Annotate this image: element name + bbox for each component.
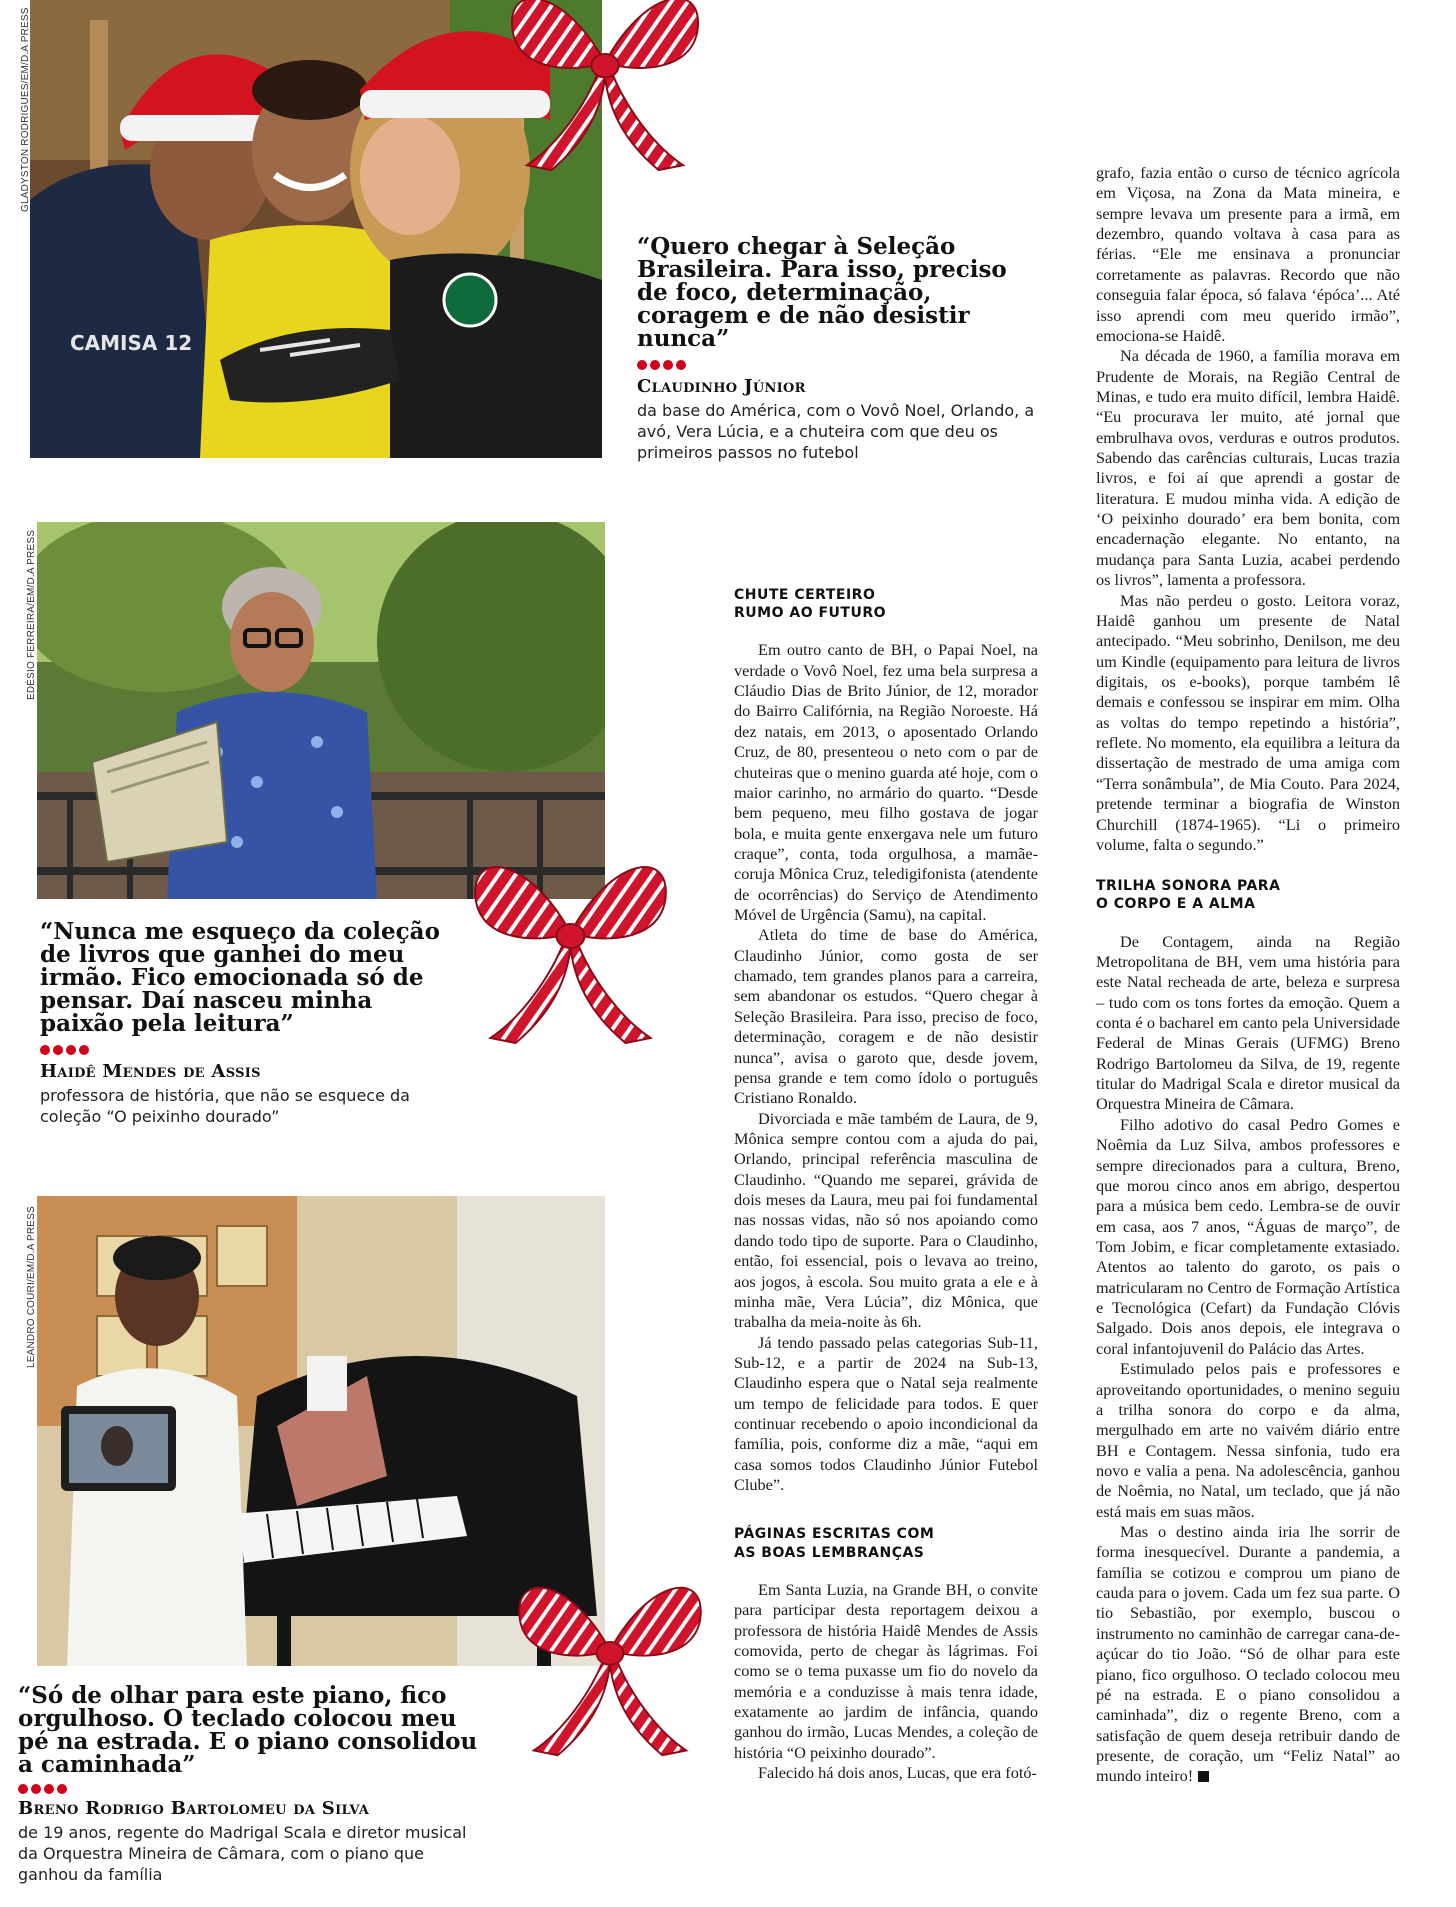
pull-quote: “Quero chegar à Seleção Brasileira. Para isso, preciso de foco, determinação, coragem e de não desistir nunca” bbox=[637, 233, 1007, 352]
photo-credit: LEANDRO COURI/EM/D.A PRESS bbox=[26, 1206, 37, 1368]
christmas-bow-icon bbox=[505, 0, 705, 175]
caption-description: de 19 anos, regente do Madrigal Scala e diretor musical da Orquestra Mineira de Câmara, com o piano que ganhou da família bbox=[18, 1823, 467, 1884]
article-paragraph: Em Santa Luzia, na Grande BH, o convite para participar desta reportagem deixou a professora de história Haidê Mendes de Assis comovida, perto de chegar às lágrimas. Foi como se o tema puxasse um fio do novelo da memória e a conduzisse à mais tenra idade, exatamente ao jardim de infância, quando ganhou do irmão, Lucas Mendes, a coleção de história “O peixinho dourado”. bbox=[734, 1579, 1038, 1762]
section-heading: TRILHA SONORA PARA O CORPO E A ALMA bbox=[1096, 878, 1281, 913]
section-heading: CHUTE CERTEIRO RUMO AO FUTURO bbox=[734, 587, 886, 622]
caption-name: Breno Rodrigo Bartolomeu da Silva bbox=[18, 1798, 370, 1819]
pull-quote: “Nunca me esqueço da coleção de livros que ganhei do meu irmão. Fico emocionada só de pensar. Daí nasceu minha paixão pela leitura” bbox=[40, 918, 440, 1037]
article-paragraph: Mas não perdeu o gosto. Leitora voraz, Haidê ganhou um presente de Natal antecipado. “Meu sobrinho, Denilson, me deu um Kindle (equipamento para leitura de livros digitais, os e-books), porque também lê demais e confessou se inspirar em mim. Olha as voltas do tempo repetindo a história”, reflete. No momento, ela equilibra a leitura da dissertação de mestrado de uma amiga com “Terra sonâmbula”, de Mia Couto. Para 2024, pretende terminar a biografia de Winston Churchill (1874-1965). “Li o primeiro volume, falta o segundo.” bbox=[1096, 590, 1400, 854]
bullet-dots bbox=[40, 1045, 440, 1055]
caption-description: professora de história, que não se esquece da coleção “O peixinho dourado” bbox=[40, 1086, 410, 1126]
article-paragraph: Estimulado pelos pais e professores e aproveitando oportunidades, o menino seguiu a trilha sonora do corpo e da alma, mergulhado em arte no vaivém diário entre BH e Contagem. Nessa sinfonia, tudo era novo e valia a pena. Na adolescência, ganhou de Noêmia, no Natal, um teclado, que já não está mais em suas mãos. bbox=[1096, 1359, 1400, 1521]
article-paragraph: Em outro canto de BH, o Papai Noel, na verdade o Vovô Noel, fez uma bela surpresa a Cláudio Dias de Brito Júnior, de 12, morador do Bairro Califórnia, na Região Noroeste. Há dez natais, em 2013, o aposentado Orlando Cruz, de 80, presenteou o neto com o par de chuteiras que o menino guarda até hoje, com o maior carinho, no armário do quarto. “Desde bem pequeno, meu filho gostava de jogar bola, e muita gente enxergava nele um futuro craque”, conta, toda orgulhosa, a mamãe-coruja Mônica Cruz, teledigifonista (atendente de ocorrências) do Serviço de Atendimento Móvel de Urgência (Samu), na capital. bbox=[734, 640, 1038, 925]
christmas-bow-icon bbox=[463, 838, 678, 1048]
caption-claudinho bbox=[637, 235, 1037, 463]
article-paragraph: Falecido há dois anos, Lucas, que era fotó- bbox=[758, 1763, 1037, 1783]
bullet-dots bbox=[637, 360, 1037, 370]
bullet-dots bbox=[18, 1784, 488, 1794]
jersey-text: CAMISA 12 bbox=[70, 331, 193, 355]
caption-name: Claudinho Júnior bbox=[637, 376, 806, 397]
pull-quote: “Só de olhar para este piano, fico orgulhoso. O teclado colocou meu pé na estrada. E o piano consolidou a caminhada” bbox=[18, 1682, 478, 1778]
article-paragraph: Filho adotivo do casal Pedro Gomes e Noêmia da Luz Silva, ambos professores e sempre direcionados para a cultura, Breno, que morou cinco anos em abrigo, despertou para a música bem cedo. Lembra-se de ouvir em casa, aos 7 anos, “Águas de março”, de Tom Jobim, e ficar completamente extasiado. Atentos ao talento do garoto, os pais o matricularam no Centro de Formação Artística e Tecnológica (Cefart) da Fundação Clóvis Salgado. Dois anos depois, ele integrava o coral infantojuvenil do Palácio das Artes. bbox=[1096, 1114, 1400, 1358]
caption-name: Haidê Mendes de Assis bbox=[40, 1061, 261, 1082]
article-paragraph: De Contagem, ainda na Região Metropolitana de BH, vem uma história para este Natal recheada de arte, beleza e surpresa – tudo com os tons fortes da emoção. Quem a conta é o bacharel em canto pela Universidade Federal de Minas Gerais (UFMG) Breno Rodrigo Bartolomeu da Silva, de 19, regente titular do Madrigal Scala e diretor musical da Orquestra Mineira de Câmara. bbox=[1096, 931, 1400, 1114]
article-paragraph: Atleta do time de base do América, Claudinho Júnior, como gosta de ser chamado, tem grandes planos para a carreira, sem abandonar os estudos. “Quero chegar à Seleção Brasileira. Para isso, preciso de foco, determinação, coragem e de não desistir nunca”, avisa o garoto que, desde jovem, pensa grande e tem como ídolo o português Cristiano Ronaldo. bbox=[734, 925, 1038, 1108]
article-column-1 bbox=[734, 586, 1038, 1783]
end-of-article-icon bbox=[1198, 1771, 1209, 1782]
article-paragraph: Mas o destino ainda iria lhe sorrir de forma inesquecível. Durante a pandemia, a família se cotizou e comprou um piano de cauda para o jovem. Cada um fez sua parte. O tio Sebastião, por exemplo, buscou o instrumento no caminhão de carregar cana-de-açúcar do tio João. “Só de olhar para este piano, fico orgulhoso. O teclado colocou meu pé na estrada. E o piano consolidou a caminhada”, diz o regente Breno, com a satisfação de quem deseja retribuir dando de presente, de coração, um “Feliz Natal” ao mundo inteiro! bbox=[1096, 1522, 1400, 1786]
article-paragraph: Divorciada e mãe também de Laura, de 9, Mônica sempre contou com a ajuda do pai, Orlando, principal referência masculina de Claudinho. “Quando me separei, grávida de dois meses da Laura, meu pai foi fundamental nas nossas vidas, não só nos apoiando como dando todo tipo de suporte. Para o Claudinho, então, foi essencial, pois o levava ao treino, aos jogos, à escola. Sou muito grata a ele e à minha mãe, Vera Lúcia”, diz Mônica, que trabalha da meia-noite às 6h. bbox=[734, 1108, 1038, 1332]
christmas-bow-icon bbox=[508, 1560, 712, 1760]
photo-credit: EDÉSIO FERREIRA/EM/D.A PRESS bbox=[26, 529, 37, 700]
caption-description: da base do América, com o Vovô Noel, Orlando, a avó, Vera Lúcia, e a chuteira com que deu os primeiros passos no futebol bbox=[637, 401, 1035, 462]
article-paragraph: grafo, fazia então o curso de técnico agrícola em Viçosa, na Zona da Mata mineira, e sempre levava um presente para a irmã, em dezembro, quando voltava à casa para as férias. “Ele me ensinava a pronunciar corretamente as palavras. Recordo que não conseguia falar época, só falava ‘épóca’... Até isso aprendi com meu querido irmão”, emociona-se Haidê. bbox=[1096, 163, 1400, 345]
photo-credit: GLADYSTON RODRIGUES/EM/D.A PRESS bbox=[20, 7, 31, 212]
section-heading: PÁGINAS ESCRITAS COM AS BOAS LEMBRANÇAS bbox=[734, 1526, 935, 1561]
caption-haide bbox=[40, 920, 440, 1128]
caption-breno bbox=[18, 1684, 488, 1885]
article-paragraph: Já tendo passado pelas categorias Sub-11, Sub-12, e a partir de 2024 na Sub-13, Claudinho espera que o Natal seja realmente um tempo de felicidade para todos. E quer continuar recebendo o apoio incondicional da família, pois, conforme diz a mãe, “aqui em casa somos todos Claudinho Júnior Futebol Clube”. bbox=[734, 1332, 1038, 1495]
article-column-2 bbox=[1096, 163, 1400, 1787]
article-paragraph: Na década de 1960, a família morava em Prudente de Morais, na Região Central de Minas, e tudo era muito difícil, lembra Haidê. “Eu procurava ler muito, até jornal que embrulhava ovos, verduras e outros produtos. Sabendo das carências culturais, Lucas trazia livros, e foi aí que aprendi a gostar de literatura. E mudou minha vida. A edição de ‘O peixinho dourado’ era bem bonita, com encadernação elegante. No entanto, na mudança para Santa Luzia, acabei perdendo os livros”, lamenta a professora. bbox=[1096, 346, 1400, 590]
